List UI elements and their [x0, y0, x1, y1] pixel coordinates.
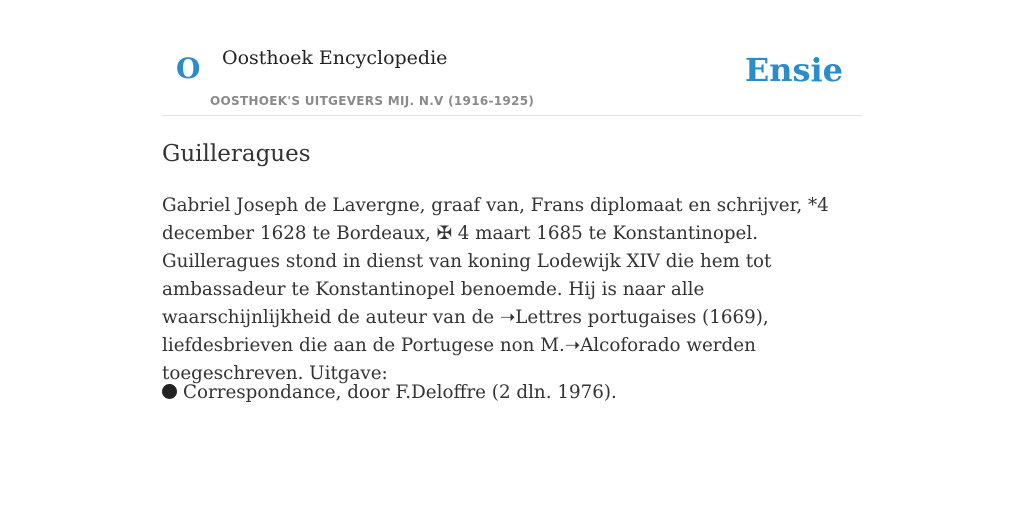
site-header — [162, 0, 862, 116]
arrow-right-icon: ➝ — [499, 307, 516, 328]
bullet-icon — [162, 384, 177, 399]
xref-label: Alcoforado — [580, 335, 681, 356]
list-item-text: Correspondance, door F.Deloffre (2 dln. 1976). — [183, 382, 617, 403]
ensie-brand-link[interactable]: Ensie — [744, 51, 843, 89]
page-container — [162, 0, 862, 403]
xref-label: Lettres portugaises — [515, 307, 697, 328]
xref-link-alcoforado[interactable] — [565, 335, 681, 356]
xref-link-lettres-portugaises[interactable] — [500, 307, 696, 328]
site-title[interactable]: Oosthoek Encyclopedie — [222, 47, 448, 69]
publisher-subtitle: OOSTHOEK'S UITGEVERS MIJ. N.V (1916-1925) — [210, 94, 535, 108]
entry-body — [162, 192, 862, 388]
entry-headword: Guilleragues — [162, 141, 311, 167]
entry-body-text: Gabriel Joseph de Lavergne, graaf van, Frans diplomaat en schrijver, *4 december 1628 te Bordeaux, ✠ 4 maart 1685 te Konstantinopel. Guilleragues stond in dienst van koning Lodewijk XIV die hem tot ambassadeur te Konstantinopel benoemde. Hij is naar alle waarschijnlijkheid de auteur van de — [162, 195, 829, 328]
list-item — [162, 379, 617, 407]
entry-body-text: (1669), liefdesbrieven die aan de Portugese non M. — [162, 307, 769, 356]
arrow-right-icon: ➝ — [564, 335, 581, 356]
site-logo[interactable]: O — [176, 52, 201, 85]
entry-body-text: werden toegeschreven. Uitgave: — [162, 335, 756, 384]
